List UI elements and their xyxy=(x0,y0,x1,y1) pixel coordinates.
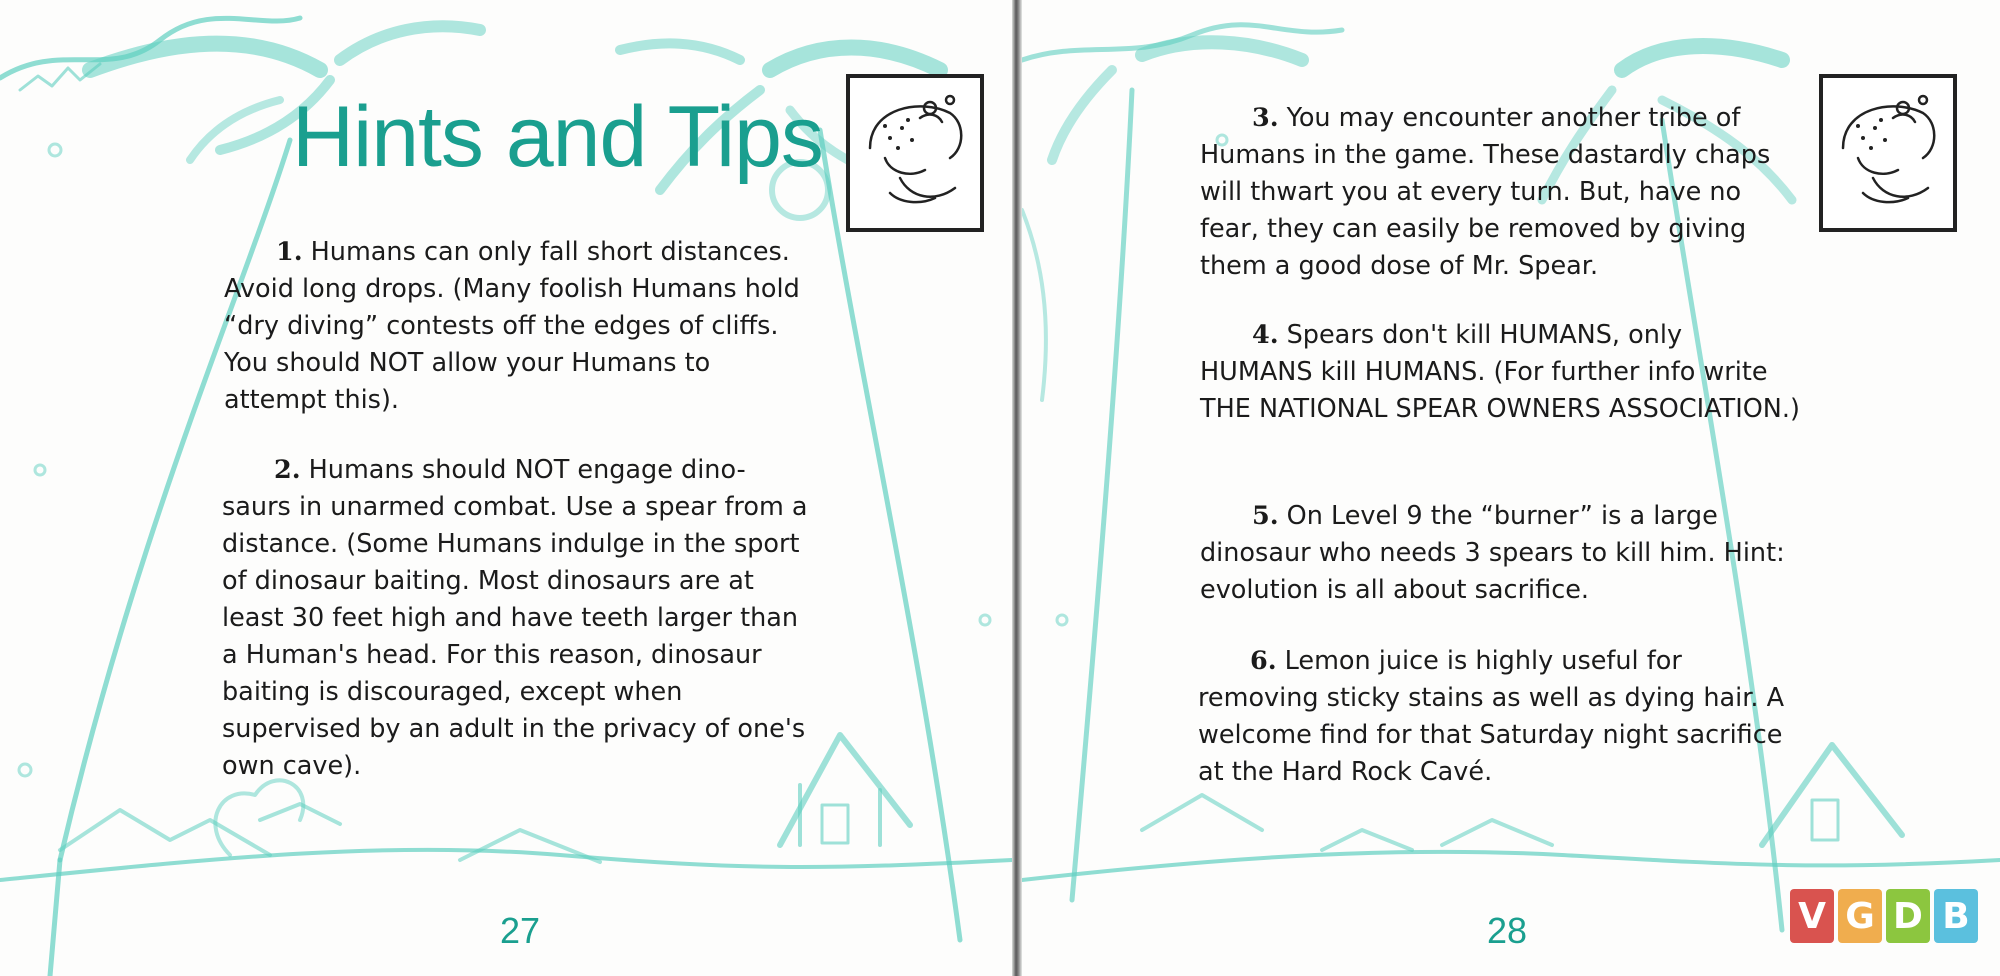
tip-1 xyxy=(224,234,814,419)
tip-text: Spears don't kill HUMANS, only HUMANS kill HUMANS. (For further info write THE NATIONAL SPEAR OWNERS ASSOCIATION.) xyxy=(1200,320,1800,424)
logo-letter: V xyxy=(1790,889,1834,943)
right-page xyxy=(1022,0,2000,976)
tip-6 xyxy=(1198,643,1798,791)
tip-number: 2. xyxy=(274,455,301,485)
tip-text: Humans should NOT engage dino-saurs in unarmed combat. Use a spear from a distance. (Some Humans indulge in the sport of dinosaur baiting. Most dinosaurs are at least 30 feet high and have teeth larger than a Human's head. For this reason, dinosaur baiting is discouraged, except when supervised by an adult in the privacy of one's own cave). xyxy=(222,455,808,781)
tip-3 xyxy=(1200,100,1800,285)
tip-text: On Level 9 the “burner” is a large dinosaur who needs 3 spears to kill him. Hint: evolution is all about sacrifice. xyxy=(1200,501,1785,605)
caveman-sketch-frame xyxy=(1819,74,1957,232)
caveman-sketch-frame xyxy=(846,74,984,232)
caveman-sketch-icon xyxy=(1823,78,1953,228)
tip-number: 6. xyxy=(1250,646,1277,676)
vgdb-watermark-logo xyxy=(1790,889,1978,943)
tip-2 xyxy=(222,452,812,785)
tip-text: Lemon juice is highly useful for removing sticky stains as well as dying hair. A welcome find for that Saturday night sacrifice at the Hard Rock Cavé. xyxy=(1198,646,1785,787)
tip-5 xyxy=(1200,498,1800,609)
tip-number: 3. xyxy=(1252,103,1279,133)
tip-text: Humans can only fall short distances. Avoid long drops. (Many foolish Humans hold “dry diving” contests off the edges of cliffs. You should NOT allow your Humans to attempt this). xyxy=(224,237,800,415)
tip-text: You may encounter another tribe of Humans in the game. These dastardly chaps will thwart you at every turn. But, have no fear, they can easily be removed by giving them a good dose of Mr. Spear. xyxy=(1200,103,1771,281)
page-number: 28 xyxy=(1487,910,1528,951)
page-title: Hints and Tips xyxy=(292,89,823,185)
caveman-sketch-icon xyxy=(850,78,980,228)
logo-letter: B xyxy=(1934,889,1978,943)
book-gutter xyxy=(1012,0,1022,976)
logo-letter: D xyxy=(1886,889,1930,943)
tip-number: 1. xyxy=(276,237,303,267)
tip-number: 4. xyxy=(1252,320,1279,350)
tip-number: 5. xyxy=(1252,501,1279,531)
logo-letter: G xyxy=(1838,889,1882,943)
page-number: 27 xyxy=(500,910,541,951)
tip-4 xyxy=(1200,317,1800,428)
